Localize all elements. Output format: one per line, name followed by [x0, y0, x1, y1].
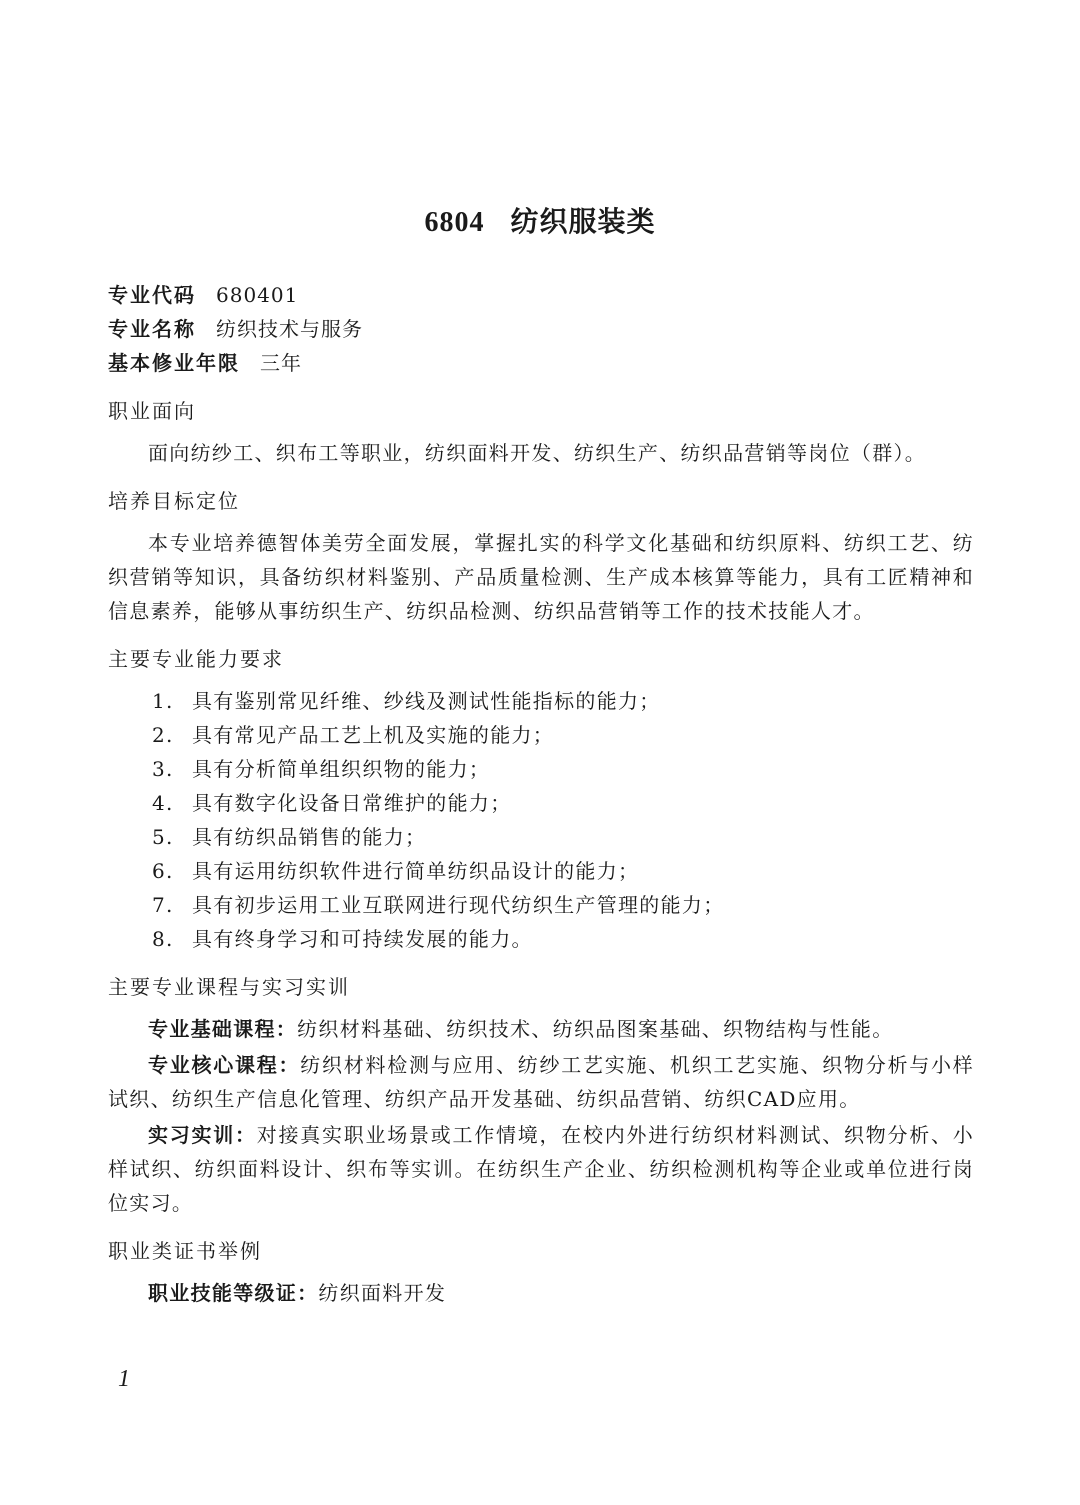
course-text: 纺织材料检测与应用、纺纱工艺实施、机织工艺实施、织物分析与小样试织、纺织生产信息化管理、纺织产品开发基础、纺织品营销、纺织CAD应用。	[108, 1053, 974, 1111]
category-name: 纺织服装类	[510, 205, 656, 238]
certificate-item	[108, 1276, 974, 1310]
course-basic	[108, 1012, 974, 1046]
item-number: 1.	[152, 689, 174, 713]
list-item	[108, 752, 974, 786]
meta-value: 三年	[260, 351, 302, 375]
course-label: 专业基础课程：	[148, 1017, 298, 1041]
meta-value: 680401	[216, 283, 299, 307]
item-text: 具有数字化设备日常维护的能力；	[192, 791, 512, 815]
item-text: 具有纺织品销售的能力；	[192, 825, 427, 849]
list-item	[108, 854, 974, 888]
item-text: 具有终身学习和可持续发展的能力。	[192, 927, 533, 951]
item-number: 3.	[152, 757, 174, 781]
section-courses	[108, 970, 974, 1220]
meta-label: 专业代码	[108, 283, 196, 307]
ability-list	[108, 684, 974, 956]
course-core	[108, 1048, 974, 1116]
section-paragraph: 本专业培养德智体美劳全面发展，掌握扎实的科学文化基础和纺织原料、纺织工艺、纺织营销等知识，具备纺织材料鉴别、产品质量检测、生产成本核算等能力，具有工匠精神和信息素养，能够从事纺织生产、纺织品检测、纺织品营销等工作的技术技能人才。	[108, 531, 974, 623]
certificate-label: 职业技能等级证：	[148, 1281, 319, 1305]
item-number: 4.	[152, 791, 174, 815]
item-number: 6.	[152, 859, 174, 883]
section-heading: 职业面向	[108, 399, 196, 423]
section-goal	[108, 484, 974, 628]
item-number: 2.	[152, 723, 174, 747]
item-number: 7.	[152, 893, 174, 917]
meta-major-code	[108, 278, 974, 312]
item-text: 具有初步运用工业互联网进行现代纺织生产管理的能力；	[192, 893, 725, 917]
course-label: 实习实训：	[148, 1123, 257, 1147]
section-abilities	[108, 642, 974, 956]
list-item	[108, 786, 974, 820]
list-item	[108, 820, 974, 854]
meta-value: 纺织技术与服务	[216, 317, 363, 341]
item-number: 8.	[152, 927, 174, 951]
section-heading: 主要专业课程与实习实训	[108, 975, 350, 999]
item-text: 具有分析简单组织织物的能力；	[192, 757, 491, 781]
page-number: 1	[118, 1366, 130, 1392]
section-heading: 主要专业能力要求	[108, 647, 284, 671]
course-label: 专业核心课程：	[148, 1053, 301, 1077]
section-certificates	[108, 1234, 974, 1310]
section-heading: 培养目标定位	[108, 489, 240, 513]
item-number: 5.	[152, 825, 174, 849]
list-item	[108, 684, 974, 718]
meta-label: 专业名称	[108, 317, 196, 341]
item-text: 具有常见产品工艺上机及实施的能力；	[192, 723, 555, 747]
document-body	[108, 278, 974, 1312]
section-career	[108, 394, 974, 470]
list-item	[108, 922, 974, 956]
meta-study-duration	[108, 346, 974, 380]
list-item	[108, 888, 974, 922]
category-code: 6804	[424, 207, 485, 238]
course-text: 对接真实职业场景或工作情境，在校内外进行纺织材料测试、织物分析、小样试织、纺织面料设计、织布等实训。在纺织生产企业、纺织检测机构等企业或单位进行岗位实习。	[108, 1123, 975, 1215]
course-practice	[108, 1118, 974, 1220]
page-title	[0, 200, 1080, 240]
list-item	[108, 718, 974, 752]
section-paragraph: 面向纺纱工、织布工等职业，纺织面料开发、纺织生产、纺织品营销等岗位（群）。	[148, 441, 927, 465]
course-text: 纺织材料基础、纺织技术、纺织品图案基础、织物结构与性能。	[297, 1017, 894, 1041]
item-text: 具有运用纺织软件进行简单纺织品设计的能力；	[192, 859, 640, 883]
meta-major-name	[108, 312, 974, 346]
section-heading: 职业类证书举例	[108, 1239, 262, 1263]
certificate-text: 纺织面料开发	[318, 1281, 447, 1305]
meta-label: 基本修业年限	[108, 351, 240, 375]
item-text: 具有鉴别常见纤维、纱线及测试性能指标的能力；	[192, 689, 661, 713]
